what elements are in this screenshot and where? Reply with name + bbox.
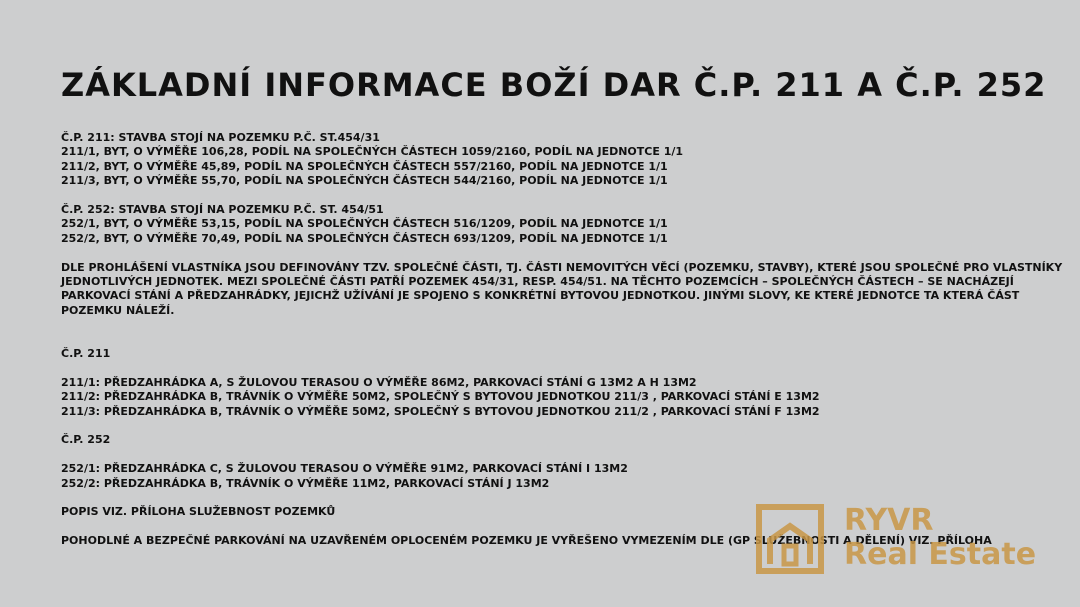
text-line: Č.P. 252: STAVBA STOJÍ NA POZEMKU P.Č. ST. 454/51 <box>61 203 384 217</box>
spacer <box>61 189 1021 203</box>
page-title: ZÁKLADNÍ INFORMACE BOŽÍ DAR Č.P. 211 A Č.P. 252 <box>61 66 1047 104</box>
spacer <box>61 246 1021 260</box>
text-line: 211/1: PŘEDZAHRÁDKA A, S ŽULOVOU TERASOU O VÝMĚŘE 86M2, PARKOVACÍ STÁNÍ G 13M2 A H 13M2 <box>61 375 697 389</box>
text-line: 211/3: PŘEDZAHRÁDKA B, TRÁVNÍK O VÝMĚŘE 50M2, SPOLEČNÝ S BYTOVOU JEDNOTKOU 211/2 , PARKOVACÍ STÁNÍ F 13M2 <box>61 404 820 418</box>
text-line: 252/2, BYT, O VÝMĚŘE 70,49, PODÍL NA SPOLEČNÝCH ČÁSTECH 693/1209, PODÍL NA JEDNOTCE 1/1 <box>61 231 668 245</box>
spacer <box>61 419 1021 433</box>
text-line: 211/1, BYT, O VÝMĚŘE 106,28, PODÍL NA SPOLEČNÝCH ČÁSTECH 1059/2160, PODÍL NA JEDNOTCE 1/1 <box>61 145 684 159</box>
text-line: JEDNOTLIVÝCH JEDNOTEK. MEZI SPOLEČNÉ ČÁSTI PATŘÍ POZEMEK 454/31, RESP. 454/51. NA TĚCHTO POZEMCÍCH – SPOLEČNÝCH ČÁSTECH – SE NACHÁZEJÍ <box>61 275 1014 289</box>
text-line: POZEMKU NÁLEŽÍ. <box>61 303 175 317</box>
spacer <box>61 318 1021 332</box>
spacer <box>61 333 1021 347</box>
text-line: 252/1: PŘEDZAHRÁDKA C, S ŽULOVOU TERASOU O VÝMĚŘE 91M2, PARKOVACÍ STÁNÍ I 13M2 <box>61 462 628 476</box>
ryvr-logo <box>756 504 1046 576</box>
text-line: 211/3, BYT, O VÝMĚŘE 55,70, PODÍL NA SPOLEČNÝCH ČÁSTECH 544/2160, PODÍL NA JEDNOTCE 1/1 <box>61 174 668 188</box>
text-line: Č.P. 252 <box>61 433 111 447</box>
text-line: Č.P. 211: STAVBA STOJÍ NA POZEMKU P.Č. ST.454/31 <box>61 131 380 144</box>
logo-line-2: Real Estate <box>844 537 1037 572</box>
document-body <box>61 131 1063 549</box>
text-line: DLE PROHLÁŠENÍ VLASTNÍKA JSOU DEFINOVÁNY TZV. SPOLEČNÉ ČÁSTI, TJ. ČÁSTI NEMOVITÝCH VĚCÍ (POZEMKU, STAVBY), KTERÉ JSOU SPOLEČNÉ PRO VLASTNÍKY <box>61 260 1063 274</box>
text-line: Č.P. 211 <box>61 347 111 361</box>
spacer <box>61 361 1021 375</box>
text-line: POHODLNÉ A BEZPEČNÉ PARKOVÁNÍ NA UZAVŘENÉM OPLOCENÉM POZEMKU JE VYŘEŠENO VYMEZENÍM DLE (GP SLUŽEBNOSTI A DĚLENÍ) VIZ. PŘÍLOHA <box>61 534 992 548</box>
text-line: 211/2: PŘEDZAHRÁDKA B, TRÁVNÍK O VÝMĚŘE 50M2, SPOLEČNÝ S BYTOVOU JEDNOTKOU 211/3 , PARKOVACÍ STÁNÍ E 13M2 <box>61 390 820 404</box>
text-line: 252/2: PŘEDZAHRÁDKA B, TRÁVNÍK O VÝMĚŘE 11M2, PARKOVACÍ STÁNÍ J 13M2 <box>61 476 550 490</box>
house-logo-icon <box>756 504 828 576</box>
text-line: POPIS VIZ. PŘÍLOHA SLUŽEBNOST POZEMKŮ <box>61 505 336 519</box>
spacer <box>61 448 1021 462</box>
text-line: PARKOVACÍ STÁNÍ A PŘEDZAHRÁDKY, JEJICHŽ UŽÍVÁNÍ JE SPOJENO S KONKRÉTNÍ BYTOVOU JEDNOTKOU. JINÝMI SLOVY, KE KTERÉ JEDNOTCE TA KTERÁ ČÁST <box>61 289 1020 303</box>
logo-text <box>844 504 1036 572</box>
text-line: 252/1, BYT, O VÝMĚŘE 53,15, PODÍL NA SPOLEČNÝCH ČÁSTECH 516/1209, PODÍL NA JEDNOTCE 1/1 <box>61 217 668 231</box>
text-line: 211/2, BYT, O VÝMĚŘE 45,89, PODÍL NA SPOLEČNÝCH ČÁSTECH 557/2160, PODÍL NA JEDNOTCE 1/1 <box>61 159 668 173</box>
logo-line-1: RYVR <box>844 503 934 538</box>
